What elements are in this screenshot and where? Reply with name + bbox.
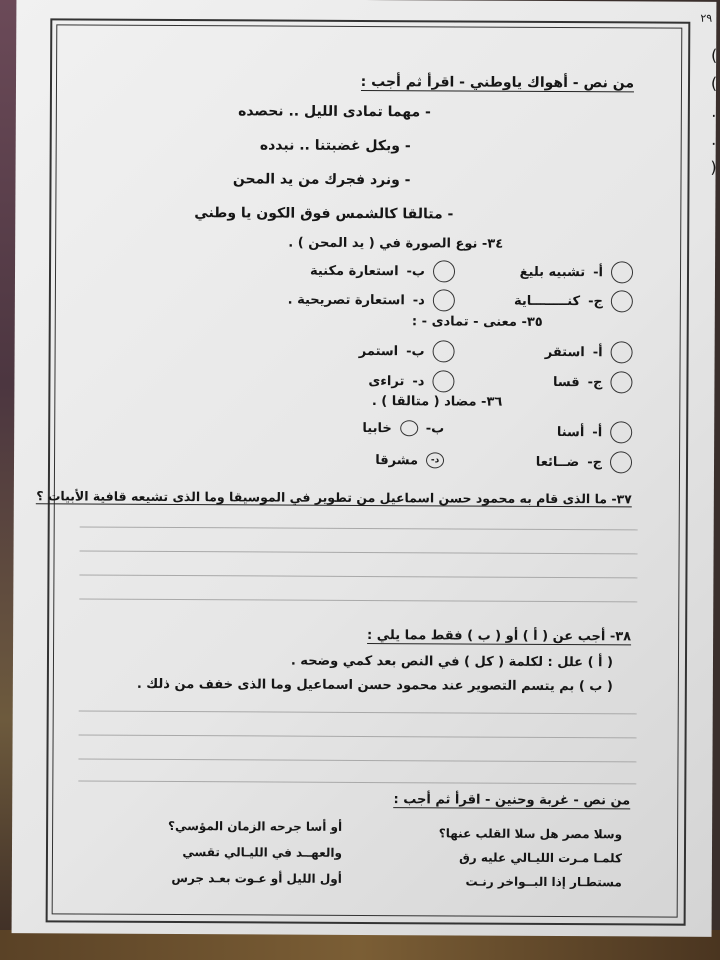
question-34: ٣٤- نوع الصورة في ( يد المحن ) .	[288, 235, 504, 252]
radio-circle[interactable]	[432, 370, 454, 392]
radio-circle[interactable]	[433, 289, 455, 311]
verse-first-half: وسلا مصر هل سلا القلب عنها؟	[438, 826, 623, 842]
radio-circle[interactable]	[611, 341, 633, 363]
verse-second-half: أو أسا جرحه الزمان المؤسي؟	[167, 818, 343, 834]
section-heading: من نص - أهواك ياوطني - اقرأ ثم أجب :	[360, 73, 635, 92]
radio-circle[interactable]	[610, 371, 632, 393]
q36-option-c[interactable]: ج- ضــائعا	[536, 451, 632, 474]
radio-circle[interactable]	[433, 340, 455, 362]
question-38: ٣٨- أجب عن ( أ ) أو ( ب ) فقط مما يلي :	[367, 628, 632, 645]
q35-option-b[interactable]: ب- استمر	[359, 340, 455, 363]
q34-option-b[interactable]: ب- استعارة مكنية	[310, 260, 455, 283]
q34-option-c[interactable]: ج- كنــــــــاية	[514, 290, 633, 313]
question-38-part-a: ( أ ) علل : لكلمة ( كل ) في النص بعد كمي وضحه .	[290, 653, 614, 671]
q36-option-a[interactable]: أ- أسنا	[557, 421, 632, 443]
verse-first-half: مستطـار إذا البــواخر رنـت	[465, 874, 622, 890]
margin-marks: ( ( . . )	[710, 45, 718, 177]
question-38-part-b: ( ب ) بم يتسم التصوير عند محمود حسن اسماعيل وما الذى خفف من ذلك .	[136, 676, 613, 695]
section-heading: من نص - غربة وحنين - اقرأ ثم أجب :	[393, 792, 631, 809]
q35-option-d[interactable]: د- تراءى	[368, 370, 454, 392]
q35-option-a[interactable]: أ- استقر	[545, 341, 633, 363]
verse-first-half: كلمـا مـرت الليـالي عليه رق	[459, 850, 622, 866]
radio-circle[interactable]	[400, 420, 418, 436]
q34-option-d[interactable]: د- استعارة تصريحية .	[288, 289, 455, 312]
poem-line: - مهما تمادى الليل .. نحصده	[238, 103, 431, 121]
poem-line: - ونرد فجرك من يد المحن	[232, 171, 411, 189]
question-36: ٣٦- مضاد ( متالقا ) .	[371, 394, 503, 410]
q36-option-b[interactable]: ب- خابيا	[362, 420, 445, 436]
verse-second-half: أول الليل أو عـوت بعـد جرس	[171, 870, 342, 886]
question-35: ٣٥- معنى - تمادى - :	[411, 314, 543, 330]
radio-circle[interactable]: د-	[426, 452, 444, 468]
radio-circle[interactable]	[610, 451, 632, 473]
radio-circle[interactable]	[611, 261, 633, 283]
q35-option-c[interactable]: ج- قسا	[553, 371, 633, 393]
q34-option-a[interactable]: أ- تشبيه بليغ	[520, 261, 633, 284]
question-37: ٣٧- ما الذى قام به محمود حسن اسماعيل من تطوير في الموسيقا وما الذى تشيعه قافية الأبيات ؟	[36, 488, 632, 507]
page-number: ٢٩	[700, 11, 713, 25]
q36-option-d[interactable]: د- مشرقا	[375, 452, 444, 468]
poem-line: - متالقا كالشمس فوق الكون يا وطني	[194, 205, 454, 223]
radio-circle[interactable]	[610, 421, 632, 443]
radio-circle[interactable]	[611, 290, 633, 312]
poem-line: - وبكل غضبتنا .. نبدده	[259, 137, 411, 155]
radio-circle[interactable]	[433, 260, 455, 282]
verse-second-half: والعهــد في الليـالي تقسي	[182, 845, 343, 860]
exam-page	[12, 0, 717, 937]
